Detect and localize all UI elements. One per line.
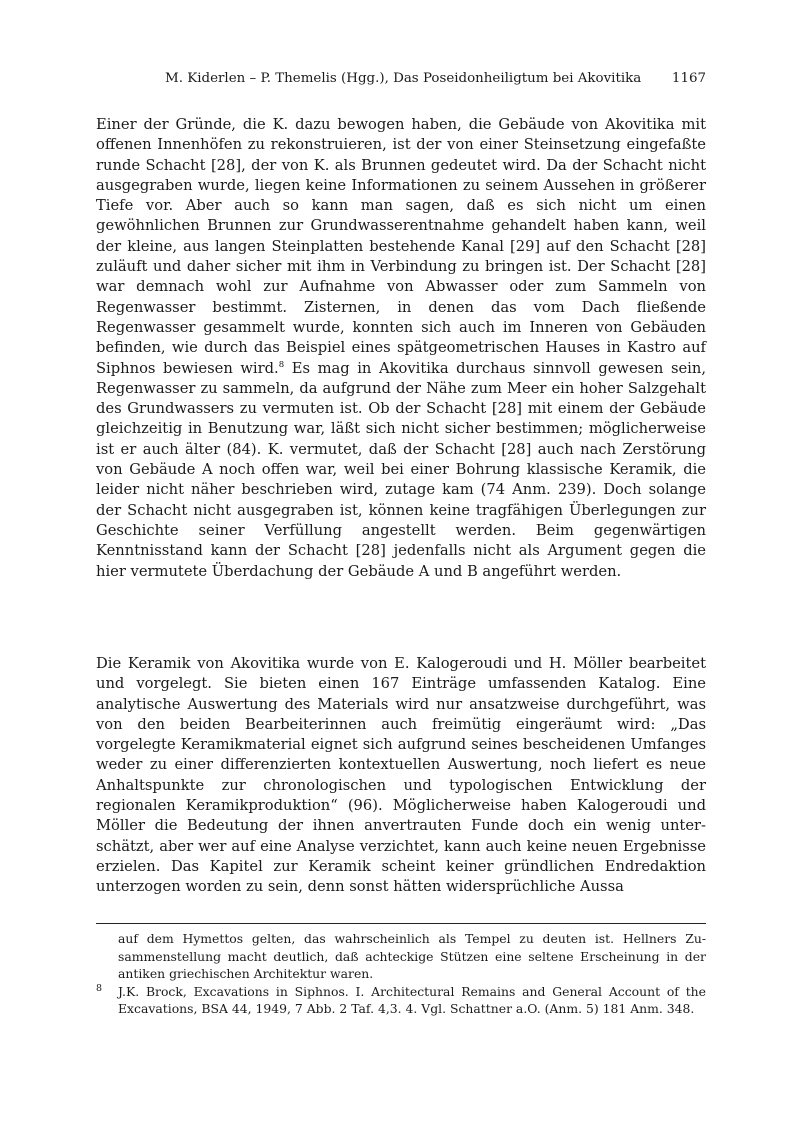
paragraph-2-text: Die Keramik von Akovitika wurde von E. Kalogeroudi und H. Möller bearbeitet und vorgelegt. Sie bieten einen 167 Einträge umfassenden Katalog. Eine analytische Auswertung des Materials wird nur ansatzweise durchgeführt, was von den beiden Bearbeiterinnen auch freimütig eingeräumt wird: „Das vorgelegte Keramikmaterial eignet sich aufgrund seines bescheidenen Umfanges weder zu einer differenzierten kontextuellen Auswertung, noch liefert es neue Anhaltspunkte zur chronologischen und typologischen Entwicklung der regionalen Keramikproduktion“ (96). Möglicherweise haben Kalogeroudi und Möller die Bedeutung der ihnen anvertrauten Funde doch ein wenig unterschätzt, aber wer auf eine Analyse verzichtet, kann auch keine neuen Ergebnisse erzielen. Das Kapitel zur Keramik scheint keiner gründlichen Endredaktion unterzogen worden zu sein, denn sonst hätten widersprüchliche Aussa bbox=[96, 655, 706, 896]
footnote-8-text: J.K. Brock, Excavations in Siphnos. I. Architectural Remains and General Account of the Excavations, BSA 44, 1949, 7 Abb. 2 Taf. 4,3. 4. Vgl. Schattner a.O. (Anm. 5) 181 Anm. 348. bbox=[118, 983, 706, 1016]
page-number: 1167 bbox=[671, 71, 706, 86]
footnote-continuation: auf dem Hymettos gelten, das wahrscheinlich als Tempel zu deuten ist. Hellners Zusammenstellung macht deutlich, daß achteckige Stützen eine seltene Erscheinung in der antiken griechischen Architektur waren. bbox=[118, 931, 706, 981]
paragraph-1-text-b: Es mag in Akovitika durchaus sinnvoll gewesen sein, Regenwasser zu sammeln, da aufgrund der Nähe zum Meer ein hoher Salzgehalt des Grundwassers zu vermuten ist. Ob der Schacht [28] mit einem der Gebäude gleichzeitig in Benutzung war, läßt sich nicht sicher bestimmen; möglicherweise ist er auch älter (84). K. vermutet, daß der Schacht [28] auch nach Zerstörung von Gebäude A noch offen war, weil bei einer Bohrung klassische Keramik, die leider nicht näher beschrieben wird, zutage kam (74 Anm. 239). Doch solange der Schacht nicht ausgegraben ist, können keine tragfähigen Überlegungen zur Geschichte seiner Verfüllung angestellt werden. Beim gegenwärtigen Kenntnisstand kann der Schacht [28] jedenfalls nicht als Argument gegen die hier vermutete Überdachung der Gebäude A und B angeführt werden. bbox=[96, 359, 706, 580]
footnote-reference[interactable]: 8 bbox=[278, 359, 285, 370]
footnote-separator bbox=[96, 923, 706, 924]
footnote-8 bbox=[96, 982, 706, 1018]
body-paragraph-1 bbox=[96, 115, 706, 582]
footnote-8-marker: 8 bbox=[96, 982, 103, 994]
footnotes bbox=[96, 930, 706, 1018]
paragraph-1-text-a: Einer der Gründe, die K. dazu bewogen haben, die Gebäude von Akovitika mit offenen Innenhöfen zu rekonstruieren, ist der von einer Steinsetzung eingefaßte runde Schacht [28], der von K. als Brunnen gedeutet wird. Da der Schacht nicht ausgegraben wurde, liegen keine Informationen zu seinem Aussehen in größerer Tiefe vor. Aber auch so kann man sagen, daß es sich nicht um einen gewöhnlichen Brunnen zur Grundwasserentnahme gehandelt haben kann, weil der kleine, aus langen Steinplatten bestehende Kanal [29] auf den Schacht [28] zuläuft und daher sicher mit ihm in Verbindung zu bringen ist. Der Schacht [28] war demnach wohl zur Aufnahme von Abwasser oder zum Sammeln von Regenwasser bestimmt. Zisternen, in denen das vom Dach fließende Regenwasser gesammelt wurde, konnten sich auch im Inneren von Gebäuden befinden, wie durch das Beispiel eines spätgeometrischen Hauses in Kastro auf Siphnos bewiesen wird. bbox=[96, 116, 706, 377]
body-paragraph-2 bbox=[96, 654, 706, 898]
running-header bbox=[96, 68, 706, 90]
running-header-title: M. Kiderlen – P. Themelis (Hgg.), Das Poseidonheiligtum bei Akovitika bbox=[165, 71, 642, 86]
